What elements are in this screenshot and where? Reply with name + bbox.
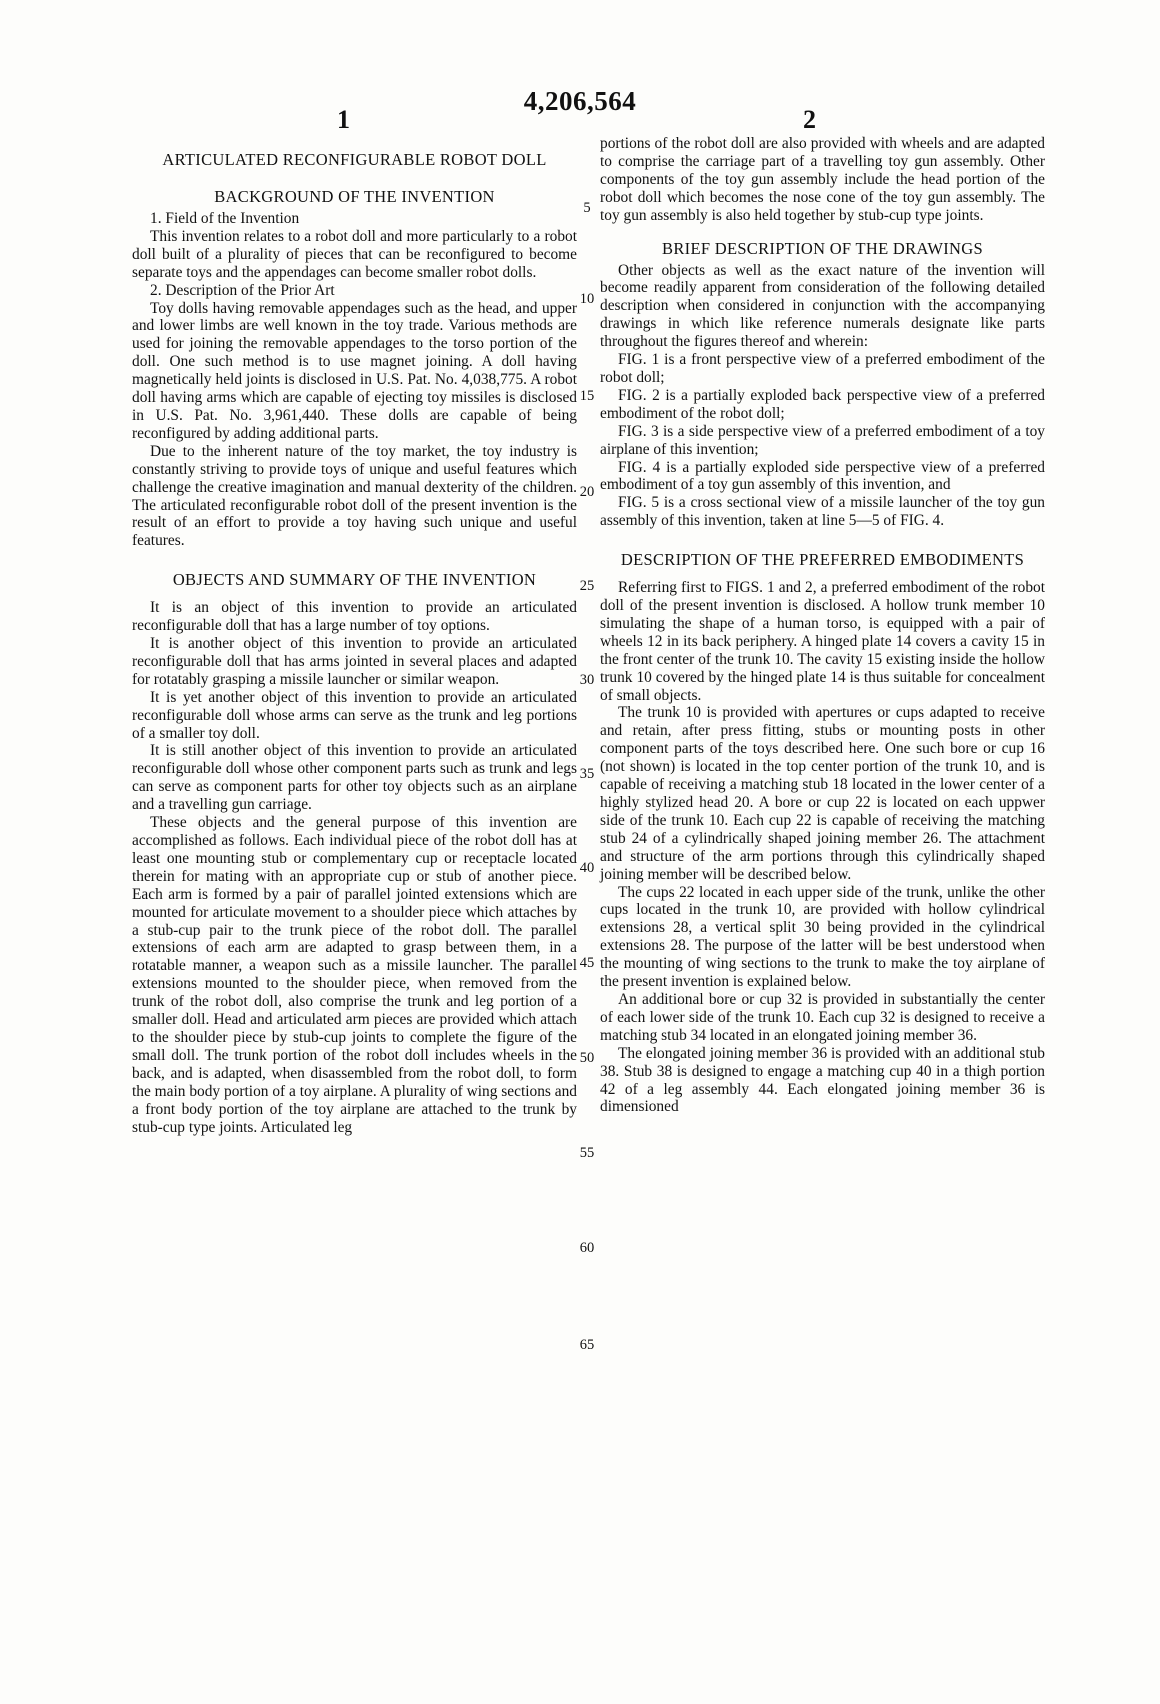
line-number: 65 bbox=[579, 1337, 595, 1353]
line-number: 15 bbox=[579, 388, 595, 404]
line-number: 60 bbox=[579, 1240, 595, 1256]
figure-description: FIG. 4 is a partially exploded side perspective view of a preferred embodiment of a toy gun assembly of this invention, and bbox=[600, 458, 1045, 494]
figure-description: FIG. 3 is a side perspective view of a preferred embodiment of a toy airplane of this invention; bbox=[600, 422, 1045, 458]
field-heading: 1. Field of the Invention bbox=[150, 210, 300, 227]
line-number: 40 bbox=[579, 860, 595, 876]
line-number: 20 bbox=[579, 484, 595, 500]
objects-heading: OBJECTS AND SUMMARY OF THE INVENTION bbox=[172, 570, 537, 590]
line-number: 55 bbox=[579, 1145, 595, 1161]
continuation-paragraph: portions of the robot doll are also provided with wheels and are adapted to comprise the carriage part of a travelling toy gun assembly. Other components of the toy gun assembly include the head portion of the robot doll which becomes the nose cone of the toy gun assembly. The toy gun assembly is also held together by stub-cup type joints. bbox=[600, 135, 1045, 224]
drawings-heading: BRIEF DESCRIPTION OF THE DRAWINGS bbox=[662, 238, 983, 258]
objects-paragraph: It is still another object of this invention to provide an articulated reconfigurable doll whose other component parts such as trunk and legs can serve as component parts for other toy objects such as an airplane and a travelling gun carriage. bbox=[132, 742, 577, 814]
figure-description: FIG. 2 is a partially exploded back perspective view of a preferred embodiment of the robot doll; bbox=[600, 386, 1045, 422]
line-number: 30 bbox=[579, 672, 595, 688]
patent-number: 4,206,564 bbox=[523, 86, 637, 116]
embodiment-paragraph: An additional bore or cup 32 is provided in substantially the center of each lower side of the trunk 10. Each cup 32 is designed to receive a matching stub 34 located in an elongated joining member 36. bbox=[600, 990, 1045, 1044]
objects-paragraph: It is another object of this invention to provide an articulated reconfigurable doll that has arms jointed in several places and adapted for rotatably grasping a missile launcher or similar weapon. bbox=[132, 635, 577, 688]
figure-description: FIG. 5 is a cross sectional view of a missile launcher of the toy gun assembly of this invention, taken at line 5—5 of FIG. 4. bbox=[600, 494, 1045, 530]
line-number: 50 bbox=[579, 1050, 595, 1066]
objects-paragraph: It is yet another object of this invention to provide an articulated reconfigurable doll whose arms can serve as the trunk and leg portions of a smaller toy doll. bbox=[132, 688, 577, 742]
right-column bbox=[600, 135, 1045, 1116]
embodiment-paragraph: Referring first to FIGS. 1 and 2, a preferred embodiment of the robot doll of the present invention is disclosed. A hollow trunk member 10 simulating the shape of a human torso, is equipped with a pair of wheels 12 in its back periphery. A hinged plate 14 covers a cavity 15 in the front center of the trunk 10. The cavity 15 existing inside the hollow trunk 10 covered by the hinged plate 14 is thus suitable for concealment of small objects. bbox=[600, 579, 1045, 704]
document-title: ARTICULATED RECONFIGURABLE ROBOT DOLL bbox=[162, 150, 547, 169]
drawings-intro: Other objects as well as the exact nature of the invention will become readily apparent from consideration of the following detailed description when considered in conjunction with the accompanying drawings in which like reference numerals designate like parts throughout the figures thereof and wherein: bbox=[600, 261, 1045, 351]
line-number: 25 bbox=[579, 578, 595, 594]
field-paragraph: This invention relates to a robot doll and more particularly to a robot doll built of a plurality of pieces that can be reconfigured to become separate toys and the appendages can become smaller robot dolls. bbox=[132, 227, 577, 281]
line-number: 45 bbox=[579, 955, 595, 971]
left-column bbox=[132, 150, 577, 1136]
figure-description: FIG. 1 is a front perspective view of a preferred embodiment of the robot doll; bbox=[600, 351, 1045, 386]
objects-paragraph: It is an object of this invention to provide an articulated reconfigurable doll that has a large number of toy options. bbox=[132, 599, 577, 635]
embodiment-paragraph: The trunk 10 is provided with apertures or cups adapted to receive and retain, after press fitting, stubs or mounting posts in other component parts of the toys described here. One such bore or cup 16 (not shown) is located in the top center portion of the trunk 10, and is capable of receiving a matching stub 18 located in the lower center of a highly stylized head 20. A bore or cup 22 is located on each uppwer side of the trunk 10. Each cup 22 is capable of receiving the matching stub 24 of a cylindrically shaped joining member 26. The attachment and structure of the arm portions through this cylindrically shaped joining member will be described below. bbox=[600, 704, 1045, 883]
column-number-right: 2 bbox=[803, 105, 816, 134]
background-heading: BACKGROUND OF THE INVENTION bbox=[214, 187, 495, 206]
line-number: 10 bbox=[579, 291, 595, 307]
embodiment-paragraph: The cups 22 located in each upper side of the trunk, unlike the other cups located in the trunk 10, are provided with hollow cylindrical extensions 28, a vertical split 30 being provided in the cylindrical extensions 28. The purpose of the latter will be best understood when the mounting of wing sections to the trunk to make the toy airplane of the present invention is explained below. bbox=[600, 883, 1045, 991]
prior-art-paragraph: Toy dolls having removable appendages such as the head, and upper and lower limbs are well known in the toy trade. Various methods are used for joining the removable appendages to the torso portion of the doll. One such method is to use magnet joining. A doll having magnetically held joints is disclosed in U.S. Pat. No. 4,038,775. A robot doll having arms which are capable of ejecting toy missiles is disclosed in U.S. Pat. No. 3,961,440. These dolls are capable of being reconfigured by adding additional parts. bbox=[132, 299, 577, 442]
embodiment-paragraph: The elongated joining member 36 is provided with an additional stub 38. Stub 38 is designed to engage a matching cup 40 in a thigh portion 42 of a leg assembly 44. Each elongated joining member 36 is dimensioned bbox=[600, 1044, 1045, 1116]
line-number: 35 bbox=[579, 766, 595, 782]
line-number: 5 bbox=[583, 200, 591, 216]
prior-art-paragraph: Due to the inherent nature of the toy market, the toy industry is constantly striving to provide toys of unique and useful features which challenge the creative imagination and manual dexterity of the children. The articulated reconfigurable robot doll of the present invention is the result of an effort to provide a toy having such unique and useful features. bbox=[132, 442, 577, 550]
preferred-embodiments-heading: DESCRIPTION OF THE PREFERRED EMBODIMENTS bbox=[620, 550, 1025, 570]
column-number-left: 1 bbox=[337, 105, 350, 134]
prior-art-heading: 2. Description of the Prior Art bbox=[150, 281, 335, 299]
objects-paragraph: These objects and the general purpose of this invention are accomplished as follows. Each individual piece of the robot doll has at least one mounting stub or complementary cup or receptacle located therein for mating with an appropriate cup or stub of another piece. Each arm is formed by a pair of parallel jointed extensions which are mounted for articulate movement to a shoulder piece which attaches by a stub-cup pair to the trunk piece of the robot doll. The parallel extensions of each arm are adapted to grasp between them, in a rotatable manner, a weapon such as a missile launcher. The parallel extensions mounted to the shoulder piece, when removed from the trunk of the robot doll, also comprise the trunk and leg portion of a smaller doll. Head and articulated arm pieces are provided which attach to the shoulder piece by stub-cup joints to complete the figure of the small doll. The trunk portion of the robot doll includes wheels in the back, and is adapted, when disassembled from the robot doll, to form the main body portion of a toy airplane. A plurality of wing sections and a front body portion of the toy airplane are attached to the trunk by stub-cup type joints. Articulated leg bbox=[132, 814, 577, 1136]
